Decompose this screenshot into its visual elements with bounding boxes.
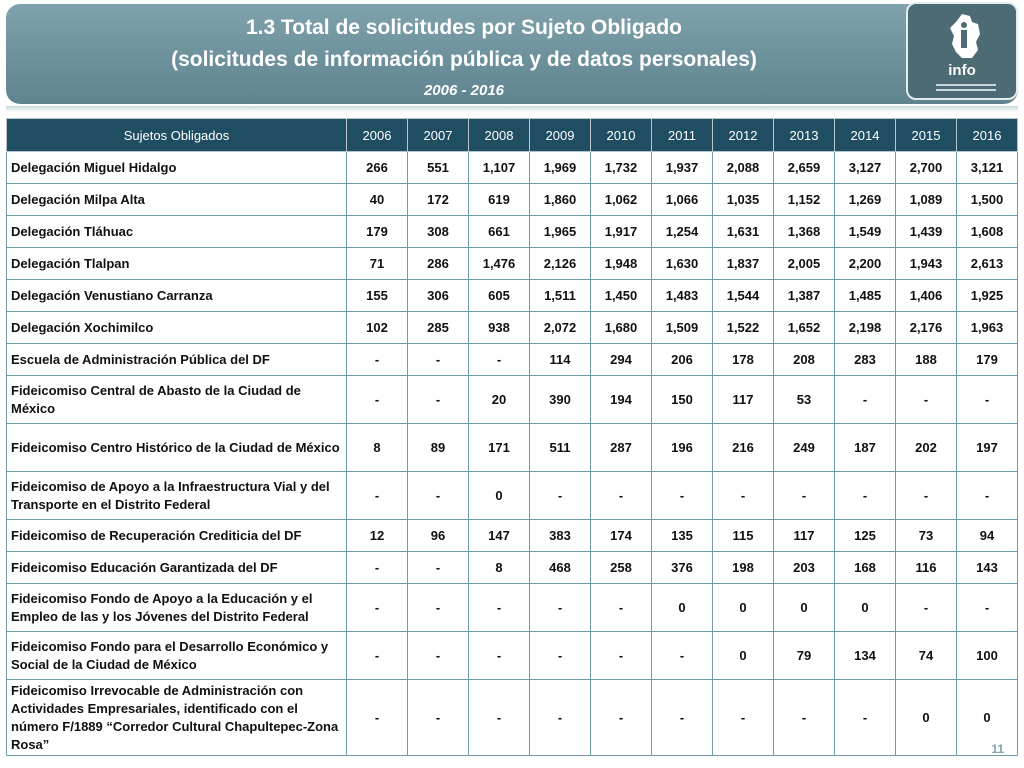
value-cell: 40	[347, 184, 408, 216]
value-cell: 2,088	[713, 152, 774, 184]
value-cell: 468	[530, 552, 591, 584]
value-cell: 188	[896, 344, 957, 376]
value-cell: -	[957, 376, 1018, 424]
value-cell: -	[469, 680, 530, 756]
value-cell: 3,121	[957, 152, 1018, 184]
column-header-year: 2009	[530, 119, 591, 152]
value-cell: 938	[469, 312, 530, 344]
value-cell: 0	[896, 680, 957, 756]
value-cell: 73	[896, 520, 957, 552]
column-header-year: 2010	[591, 119, 652, 152]
value-cell: 196	[652, 424, 713, 472]
value-cell: 187	[835, 424, 896, 472]
value-cell: -	[652, 680, 713, 756]
map-emblem-icon	[948, 12, 982, 60]
value-cell: 168	[835, 552, 896, 584]
value-cell: -	[652, 472, 713, 520]
value-cell: -	[408, 472, 469, 520]
value-cell: 390	[530, 376, 591, 424]
table-row	[7, 472, 1018, 520]
value-cell: -	[347, 344, 408, 376]
value-cell: 1,254	[652, 216, 713, 248]
value-cell: 143	[957, 552, 1018, 584]
value-cell: 135	[652, 520, 713, 552]
value-cell: 1,387	[774, 280, 835, 312]
title-banner	[6, 4, 1018, 104]
value-cell: 96	[408, 520, 469, 552]
value-cell: 258	[591, 552, 652, 584]
value-cell: 79	[774, 632, 835, 680]
table-row	[7, 280, 1018, 312]
value-cell: -	[347, 584, 408, 632]
subject-name-cell: Delegación Venustiano Carranza	[7, 280, 347, 312]
value-cell: 0	[713, 632, 774, 680]
value-cell: -	[408, 552, 469, 584]
table-row	[7, 584, 1018, 632]
subject-name-cell: Fideicomiso de Apoyo a la Infraestructura Vial y del Transporte en el Distrito Federal	[7, 472, 347, 520]
column-header-subject: Sujetos Obligados	[7, 119, 347, 152]
value-cell: 194	[591, 376, 652, 424]
value-cell: 1,511	[530, 280, 591, 312]
value-cell: -	[774, 680, 835, 756]
value-cell: 0	[835, 584, 896, 632]
value-cell: 150	[652, 376, 713, 424]
value-cell: 1,450	[591, 280, 652, 312]
value-cell: -	[957, 472, 1018, 520]
value-cell: -	[408, 584, 469, 632]
value-cell: 53	[774, 376, 835, 424]
value-cell: 266	[347, 152, 408, 184]
value-cell: -	[896, 376, 957, 424]
value-cell: 71	[347, 248, 408, 280]
value-cell: 20	[469, 376, 530, 424]
value-cell: -	[591, 584, 652, 632]
table-row	[7, 312, 1018, 344]
value-cell: -	[530, 680, 591, 756]
value-cell: 308	[408, 216, 469, 248]
logo-text: info	[948, 62, 976, 79]
value-cell: -	[591, 472, 652, 520]
value-cell: 1,035	[713, 184, 774, 216]
value-cell: 197	[957, 424, 1018, 472]
value-cell: -	[713, 472, 774, 520]
value-cell: 2,005	[774, 248, 835, 280]
value-cell: 147	[469, 520, 530, 552]
value-cell: -	[835, 680, 896, 756]
table-header-row	[7, 119, 1018, 152]
value-cell: 203	[774, 552, 835, 584]
value-cell: 116	[896, 552, 957, 584]
value-cell: 306	[408, 280, 469, 312]
table-row	[7, 376, 1018, 424]
value-cell: -	[591, 632, 652, 680]
value-cell: 0	[469, 472, 530, 520]
value-cell: 1,544	[713, 280, 774, 312]
value-cell: 0	[652, 584, 713, 632]
divider	[6, 106, 1018, 112]
value-cell: 94	[957, 520, 1018, 552]
logo-caption-line	[936, 84, 996, 86]
subject-name-cell: Delegación Milpa Alta	[7, 184, 347, 216]
subject-name-cell: Delegación Tláhuac	[7, 216, 347, 248]
value-cell: 1,925	[957, 280, 1018, 312]
subject-name-cell: Fideicomiso Fondo de Apoyo a la Educación y el Empleo de las y los Jóvenes del Distrito Federal	[7, 584, 347, 632]
table-row	[7, 680, 1018, 756]
value-cell: -	[896, 584, 957, 632]
column-header-year: 2012	[713, 119, 774, 152]
value-cell: 1,732	[591, 152, 652, 184]
value-cell: 2,613	[957, 248, 1018, 280]
column-header-year: 2016	[957, 119, 1018, 152]
value-cell: 3,127	[835, 152, 896, 184]
value-cell: 2,659	[774, 152, 835, 184]
value-cell: 1,439	[896, 216, 957, 248]
subject-name-cell: Escuela de Administración Pública del DF	[7, 344, 347, 376]
value-cell: 286	[408, 248, 469, 280]
value-cell: -	[713, 680, 774, 756]
value-cell: 1,549	[835, 216, 896, 248]
info-logo	[906, 2, 1018, 100]
value-cell: -	[347, 680, 408, 756]
value-cell: 114	[530, 344, 591, 376]
subject-name-cell: Fideicomiso Irrevocable de Administración con Actividades Empresariales, identificado con el número F/1889 “Corredor Cultural Chapultepec-Zona Rosa”	[7, 680, 347, 756]
value-cell: 1,837	[713, 248, 774, 280]
value-cell: 1,937	[652, 152, 713, 184]
value-cell: 179	[347, 216, 408, 248]
period-label: 2006 - 2016	[423, 82, 505, 99]
value-cell: 1,089	[896, 184, 957, 216]
value-cell: 171	[469, 424, 530, 472]
column-header-year: 2011	[652, 119, 713, 152]
value-cell: 249	[774, 424, 835, 472]
value-cell: 2,198	[835, 312, 896, 344]
value-cell: 1,476	[469, 248, 530, 280]
value-cell: 294	[591, 344, 652, 376]
page-subtitle: (solicitudes de información pública y de datos personales)	[171, 48, 757, 71]
value-cell: -	[469, 584, 530, 632]
value-cell: 117	[713, 376, 774, 424]
table-body	[7, 152, 1018, 756]
value-cell: -	[530, 472, 591, 520]
value-cell: -	[774, 472, 835, 520]
value-cell: -	[591, 680, 652, 756]
requests-table	[6, 118, 1018, 756]
value-cell: -	[957, 584, 1018, 632]
column-header-year: 2008	[469, 119, 530, 152]
table-row	[7, 520, 1018, 552]
table-row	[7, 216, 1018, 248]
subject-name-cell: Fideicomiso de Recuperación Crediticia del DF	[7, 520, 347, 552]
column-header-year: 2007	[408, 119, 469, 152]
value-cell: 178	[713, 344, 774, 376]
subject-name-cell: Fideicomiso Fondo para el Desarrollo Económico y Social de la Ciudad de México	[7, 632, 347, 680]
value-cell: 174	[591, 520, 652, 552]
value-cell: 1,483	[652, 280, 713, 312]
table-row	[7, 184, 1018, 216]
value-cell: 1,631	[713, 216, 774, 248]
value-cell: 283	[835, 344, 896, 376]
table-row	[7, 152, 1018, 184]
subject-name-cell: Delegación Miguel Hidalgo	[7, 152, 347, 184]
value-cell: 202	[896, 424, 957, 472]
value-cell: 287	[591, 424, 652, 472]
value-cell: -	[347, 552, 408, 584]
value-cell: 285	[408, 312, 469, 344]
value-cell: 2,126	[530, 248, 591, 280]
value-cell: -	[347, 376, 408, 424]
value-cell: 117	[774, 520, 835, 552]
value-cell: 1,107	[469, 152, 530, 184]
value-cell: 0	[713, 584, 774, 632]
value-cell: 1,963	[957, 312, 1018, 344]
value-cell: 1,269	[835, 184, 896, 216]
value-cell: 1,652	[774, 312, 835, 344]
value-cell: 100	[957, 632, 1018, 680]
value-cell: 1,066	[652, 184, 713, 216]
value-cell: -	[469, 344, 530, 376]
value-cell: 1,152	[774, 184, 835, 216]
value-cell: -	[408, 344, 469, 376]
value-cell: -	[652, 632, 713, 680]
value-cell: 1,917	[591, 216, 652, 248]
value-cell: 172	[408, 184, 469, 216]
value-cell: 0	[957, 680, 1018, 756]
value-cell: -	[896, 472, 957, 520]
value-cell: 179	[957, 344, 1018, 376]
value-cell: 1,485	[835, 280, 896, 312]
value-cell: 216	[713, 424, 774, 472]
value-cell: -	[408, 632, 469, 680]
subject-name-cell: Fideicomiso Central de Abasto de la Ciudad de México	[7, 376, 347, 424]
value-cell: -	[835, 472, 896, 520]
page-title: 1.3 Total de solicitudes por Sujeto Obligado	[246, 16, 682, 39]
value-cell: -	[530, 584, 591, 632]
value-cell: -	[408, 680, 469, 756]
value-cell: 12	[347, 520, 408, 552]
value-cell: 134	[835, 632, 896, 680]
value-cell: 2,176	[896, 312, 957, 344]
value-cell: 661	[469, 216, 530, 248]
value-cell: 511	[530, 424, 591, 472]
value-cell: 2,200	[835, 248, 896, 280]
value-cell: 74	[896, 632, 957, 680]
value-cell: -	[469, 632, 530, 680]
column-header-year: 2013	[774, 119, 835, 152]
value-cell: -	[530, 632, 591, 680]
value-cell: 1,500	[957, 184, 1018, 216]
value-cell: 1,406	[896, 280, 957, 312]
value-cell: 102	[347, 312, 408, 344]
value-cell: 2,072	[530, 312, 591, 344]
value-cell: 1,608	[957, 216, 1018, 248]
value-cell: 551	[408, 152, 469, 184]
value-cell: 206	[652, 344, 713, 376]
value-cell: 1,965	[530, 216, 591, 248]
value-cell: -	[408, 376, 469, 424]
value-cell: 619	[469, 184, 530, 216]
value-cell: 1,680	[591, 312, 652, 344]
subject-name-cell: Delegación Tlalpan	[7, 248, 347, 280]
value-cell: 1,860	[530, 184, 591, 216]
page-number: 11	[991, 742, 1004, 756]
value-cell: 1,948	[591, 248, 652, 280]
value-cell: -	[347, 472, 408, 520]
value-cell: -	[835, 376, 896, 424]
value-cell: 125	[835, 520, 896, 552]
column-header-year: 2006	[347, 119, 408, 152]
column-header-year: 2014	[835, 119, 896, 152]
value-cell: 1,509	[652, 312, 713, 344]
value-cell: 1,062	[591, 184, 652, 216]
value-cell: 2,700	[896, 152, 957, 184]
subject-name-cell: Fideicomiso Centro Histórico de la Ciudad de México	[7, 424, 347, 472]
value-cell: 1,522	[713, 312, 774, 344]
table-row	[7, 424, 1018, 472]
value-cell: 89	[408, 424, 469, 472]
value-cell: 8	[347, 424, 408, 472]
subject-name-cell: Delegación Xochimilco	[7, 312, 347, 344]
logo-caption-line	[936, 89, 996, 91]
value-cell: 8	[469, 552, 530, 584]
value-cell: 1,969	[530, 152, 591, 184]
value-cell: 383	[530, 520, 591, 552]
column-header-year: 2015	[896, 119, 957, 152]
value-cell: 1,630	[652, 248, 713, 280]
table-row	[7, 552, 1018, 584]
table-row	[7, 344, 1018, 376]
table-row	[7, 248, 1018, 280]
value-cell: 605	[469, 280, 530, 312]
value-cell: 115	[713, 520, 774, 552]
value-cell: 1,943	[896, 248, 957, 280]
subject-name-cell: Fideicomiso Educación Garantizada del DF	[7, 552, 347, 584]
value-cell: 208	[774, 344, 835, 376]
value-cell: 155	[347, 280, 408, 312]
value-cell: 198	[713, 552, 774, 584]
value-cell: 376	[652, 552, 713, 584]
value-cell: -	[347, 632, 408, 680]
table-row	[7, 632, 1018, 680]
value-cell: 0	[774, 584, 835, 632]
value-cell: 1,368	[774, 216, 835, 248]
